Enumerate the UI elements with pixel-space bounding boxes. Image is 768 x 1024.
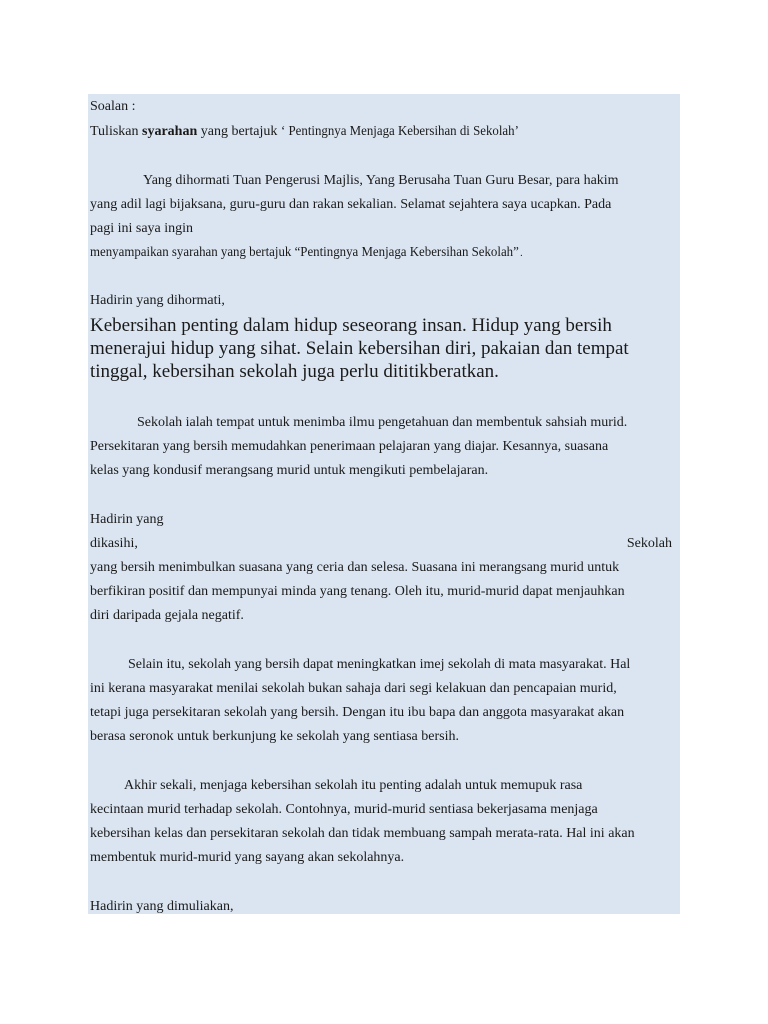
para3-line-1: Selain itu, sekolah yang bersih dapat meningkatkan imej sekolah di mata masyarakat. Hal xyxy=(128,657,631,672)
opening-line-3: pagi ini saya ingin xyxy=(90,221,194,236)
para4-line-3: kebersihan kelas dan persekitaran sekolah dan tidak membuang sampah merata-rata. Hal ini akan xyxy=(90,826,635,841)
para3-line-3: tetapi juga persekitaran sekolah yang bersih. Dengan itu ibu bapa dan anggota masyarakat akan xyxy=(90,705,625,720)
para4-line-4: membentuk murid-murid yang sayang akan sekolahnya. xyxy=(90,850,405,865)
intro-line-2: menerajui hidup yang sihat. Selain kebersihan diri, pakaian dan tempat xyxy=(90,338,629,359)
para1-line-2: Persekitaran yang bersih memudahkan penerimaan pelajaran yang diajar. Kesannya, suasana xyxy=(90,439,609,454)
greeting-dikasihi-1: Hadirin yang xyxy=(90,512,164,527)
intro-line-3: tinggal, kebersihan sekolah juga perlu dititikberatkan. xyxy=(90,361,499,382)
question-title: ‘ Pentingnya Menjaga Kebersihan di Sekolah’ xyxy=(280,124,519,139)
para4-line-1: Akhir sekali, menjaga kebersihan sekolah itu penting adalah untuk memupuk rasa xyxy=(124,778,583,793)
opening-line-4: menyampaikan syarahan yang bertajuk “Pentingnya Menjaga Kebersihan Sekolah”. xyxy=(90,245,523,260)
question-instruction: Tuliskan syarahan yang bertajuk ‘ Pentingnya Menjaga Kebersihan di Sekolah’ xyxy=(90,124,519,139)
para3-line-4: berasa seronok untuk berkunjung ke sekolah yang sentiasa bersih. xyxy=(90,729,459,744)
para1-line-1: Sekolah ialah tempat untuk menimba ilmu pengetahuan dan membentuk sahsiah murid. xyxy=(137,415,628,430)
para2-line-2: berfikiran positif dan mempunyai minda yang tenang. Oleh itu, murid-murid dapat menjauhkan xyxy=(90,584,625,599)
greeting-dikasihi-2: dikasihi, xyxy=(90,536,138,551)
greeting-dimuliakan: Hadirin yang dimuliakan, xyxy=(90,899,234,914)
para1-line-3: kelas yang kondusif merangsang murid untuk mengikuti pembelajaran. xyxy=(90,463,489,478)
para3-line-2: ini kerana masyarakat menilai sekolah bukan sahaja dari segi kelakuan dan pencapaian murid, xyxy=(90,681,617,696)
opening-line-2: yang adil lagi bijaksana, guru-guru dan rakan sekalian. Selamat sejahtera saya ucapkan. Pada xyxy=(90,197,612,212)
greeting-dihormati: Hadirin yang dihormati, xyxy=(90,293,225,308)
para4-line-2: kecintaan murid terhadap sekolah. Contohnya, murid-murid sentiasa bekerjasama menjaga xyxy=(90,802,598,817)
intro-line-1: Kebersihan penting dalam hidup seseorang insan. Hidup yang bersih xyxy=(90,315,612,336)
para2-line-1: yang bersih menimbulkan suasana yang ceria dan selesa. Suasana ini merangsang murid untuk xyxy=(90,560,620,575)
question-label: Soalan : xyxy=(90,99,136,114)
question-instruction-bold: syarahan xyxy=(142,124,198,139)
para2-line-3: diri daripada gejala negatif. xyxy=(90,608,244,623)
opening-line-1: Yang dihormati Tuan Pengerusi Majlis, Yang Berusaha Tuan Guru Besar, para hakim xyxy=(143,173,619,188)
para2-first-word: Sekolah xyxy=(626,536,672,551)
